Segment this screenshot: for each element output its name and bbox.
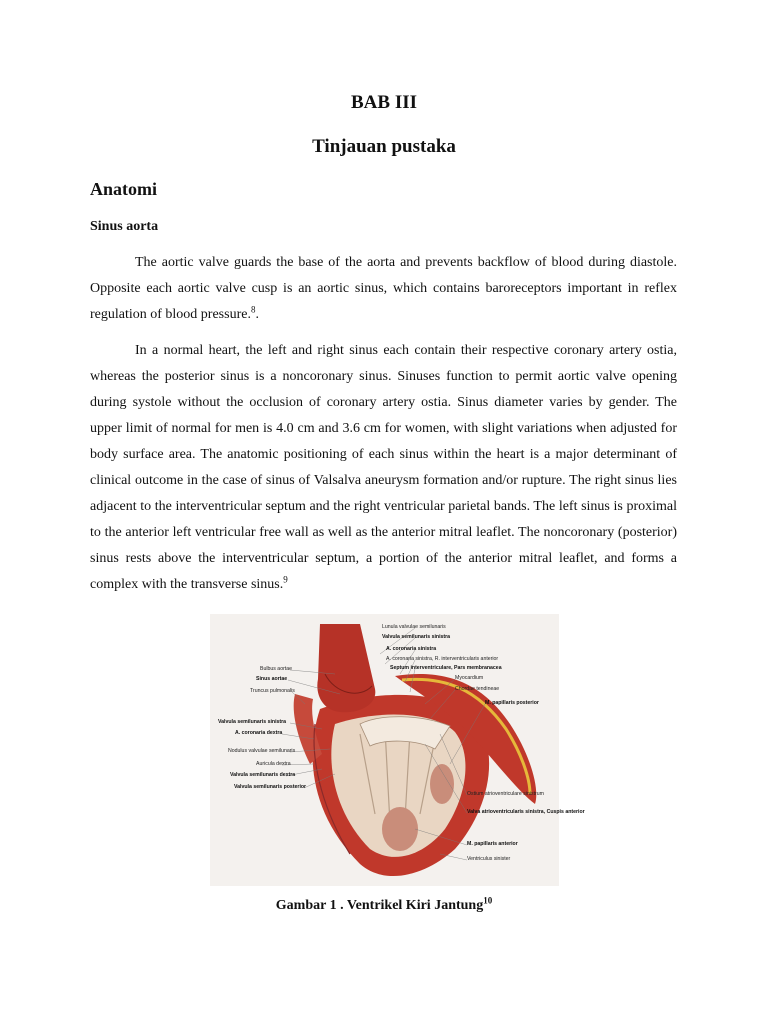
label-chordae-tendineae: Chordae tendineae: [455, 686, 500, 692]
paragraph-2-text: In a normal heart, the left and right sinus each contain their respective coronary artery ostia, whereas the posterior sinus is a noncoronary sinus. Sinuses function to permit aortic valve opening during systole without the occlusion of coronary artery ostia. Sinus diameter varies by gender. The upper limit of normal for men is 4.0 cm and 3.6 cm for women, with slight variations when adjusted for body surface area. The anatomic positioning of each sinus within the heart is a major determinant of clinical outcome in the case of sinus of Valsalva aneurysm formation and/or rupture. The right sinus lies adjacent to the interventricular septum and the right ventricular parietal bands. The left sinus is proximal to the anterior left ventricular free wall as well as the anterior mitral leaflet. The noncoronary (posterior) sinus rests above the interventricular septum, a portion of the anterior mitral leaflet, and forms a complex with the transverse sinus.: [90, 343, 677, 592]
label-m-papillaris-posterior: M. papillaris posterior: [485, 700, 539, 706]
aorta: [317, 624, 375, 712]
label-a-coronaria-sinistra: A. coronaria sinistra: [386, 646, 437, 652]
caption-text: Gambar 1 . Ventrikel Kiri Jantung: [275, 898, 484, 913]
paragraph-2: [90, 338, 677, 598]
paragraph-1-tail: .: [255, 307, 259, 322]
label-m-papillaris-anterior: M. papillaris anterior: [467, 841, 518, 847]
paragraph-1-text: The aortic valve guards the base of the aorta and prevents backflow of blood during diastole. Opposite each aortic valve cusp is an aortic sinus, which contains baroreceptors important in reflex regulation of blood pressure.: [90, 255, 677, 322]
label-truncus-pulmonalis: Truncus pulmonalis: [250, 688, 295, 694]
label-valva-atrioventricularis: Valva atrioventricularis sinistra, Cuspis anterior: [467, 809, 585, 815]
label-lunula: Lunula valvulae semilunaris: [382, 624, 446, 630]
label-valvula-semilunaris-dextra: Valvula semilunaris dextra: [230, 772, 296, 778]
label-valvula-semilunaris-sinistra-right: Valvula semilunaris sinistra: [382, 634, 451, 640]
section-heading: Anatomi: [90, 179, 157, 199]
label-valvula-semilunaris-sinistra-left: Valvula semilunaris sinistra: [218, 719, 287, 725]
label-valvula-semilunaris-posterior: Valvula semilunaris posterior: [234, 784, 307, 790]
citation-10: 10: [483, 895, 493, 906]
chapter-title: Tinjauan pustaka: [312, 136, 456, 157]
label-sinus-aortae: Sinus aortae: [256, 676, 288, 682]
citation-9: 9: [283, 574, 288, 585]
heart-drawing: [210, 614, 585, 886]
label-bulbus-aortae: Bulbus aortae: [260, 666, 293, 672]
papillary-muscle-anterior: [382, 807, 418, 851]
heart-illustration: [210, 614, 585, 886]
subsection-heading: Sinus aorta: [90, 219, 159, 234]
label-septum-interventriculare: Septum interventriculare, Pars membranacea: [390, 665, 502, 671]
label-ostium-atrioventriculare: Ostium atrioventriculare sinistrum: [467, 791, 544, 797]
figure-caption: [0, 895, 768, 914]
label-myocardium: Myocardium: [455, 675, 484, 681]
paragraph-1: [90, 250, 677, 328]
label-nodulus: Nodulus valvulae semilunaris: [228, 748, 296, 754]
citation-8: 8: [250, 304, 256, 315]
label-ventriculus-sinister: Ventriculus sinister: [467, 856, 511, 862]
papillary-muscle-posterior: [430, 764, 454, 804]
label-a-coronaria-dextra: A. coronaria dextra: [235, 730, 283, 736]
chapter-heading: BAB III: [351, 92, 417, 113]
label-r-interventricularis: A. coronaria sinistra, R. interventricularis anterior: [386, 656, 499, 662]
label-auricula-dextra: Auricula dextra: [256, 761, 291, 767]
